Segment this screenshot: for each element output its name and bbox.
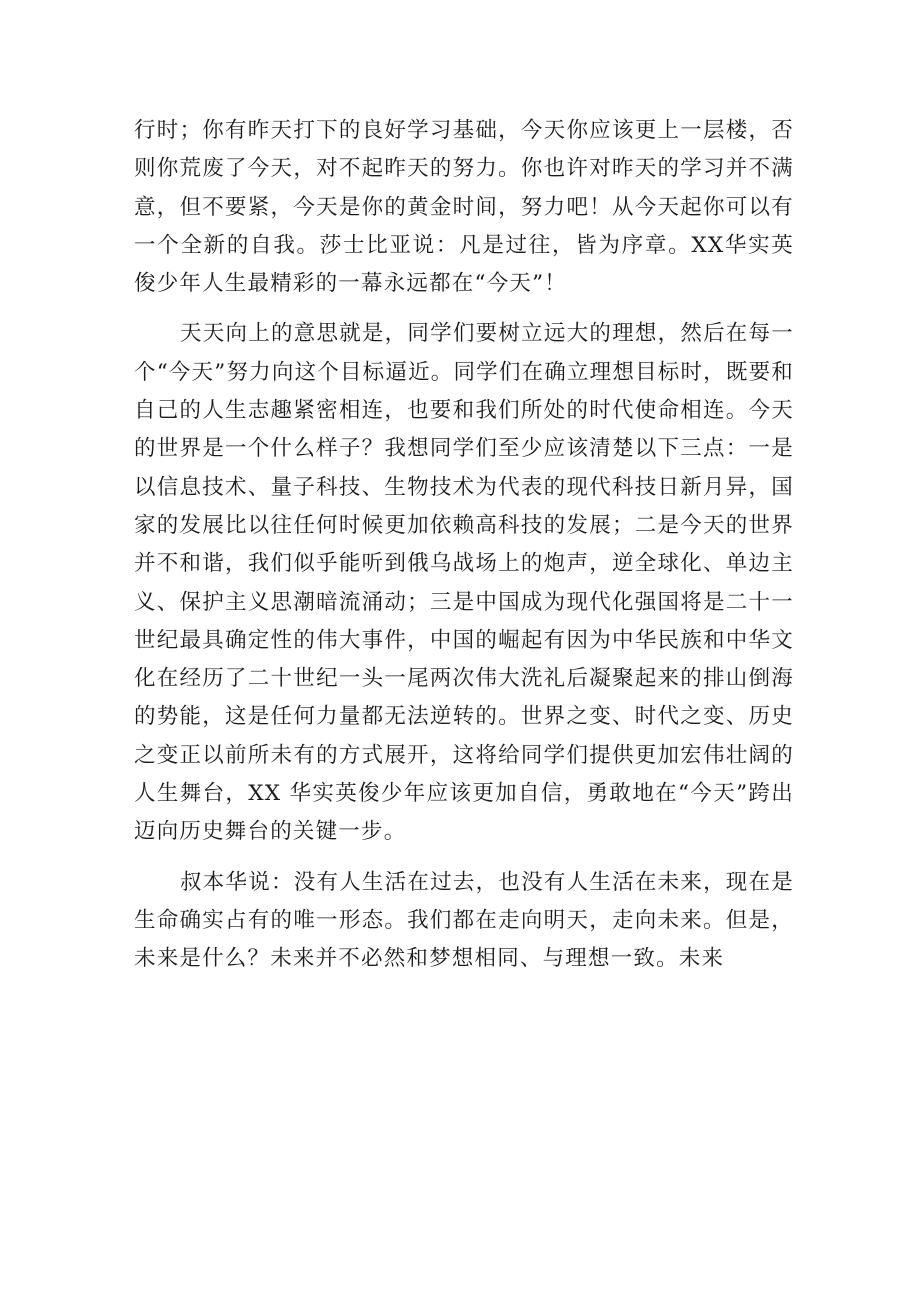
paragraph-1: 行时；你有昨天打下的良好学习基础，今天你应该更上一层楼，否则你荒废了今天，对不起昨天的努力。你也许对昨天的学习并不满意，但不要紧，今天是你的黄金时间，努力吧！从今天起你可以有一个全新的自我。莎士比亚说：凡是过往，皆为序章。XX华实英俊少年人生最精彩的一幕永远都在“今天”！: [134, 118, 794, 297]
document-body: [134, 112, 794, 979]
paragraph-2: 天天向上的意思就是，同学们要树立远大的理想，然后在每一个“今天”努力向这个目标逼近。同学们在确立理想目标时，既要和自己的人生志趣紧密相连，也要和我们所处的时代使命相连。今天的世界是一个什么样子？我想同学们至少应该清楚以下三点：一是以信息技术、量子科技、生物技术为代表的现代科技日新月异，国家的发展比以往任何时候更加依赖高科技的发展；二是今天的世界并不和谐，我们似乎能听到俄乌战场上的炮声，逆全球化、单边主义、保护主义思潮暗流涌动；三是中国成为现代化强国将是二十一世纪最具确定性的伟大事件，中国的崛起有因为中华民族和中华文化在经历了二十世纪一头一尾两次伟大洗礼后凝聚起来的排山倒海的势能，这是任何力量都无法逆转的。世界之变、时代之变、历史之变正以前所未有的方式展开，这将给同学们提供更加宏伟壮阔的人生舞台，XX 华实英俊少年应该更加自信，勇敢地在“今天”跨出迈向历史舞台的关键一步。: [134, 321, 794, 845]
paragraph-3: 叔本华说：没有人生活在过去，也没有人生活在未来，现在是生命确实占有的唯一形态。我们都在走向明天，走向未来。但是，未来是什么？未来并不必然和梦想相同、与理想一致。未来: [134, 869, 794, 972]
